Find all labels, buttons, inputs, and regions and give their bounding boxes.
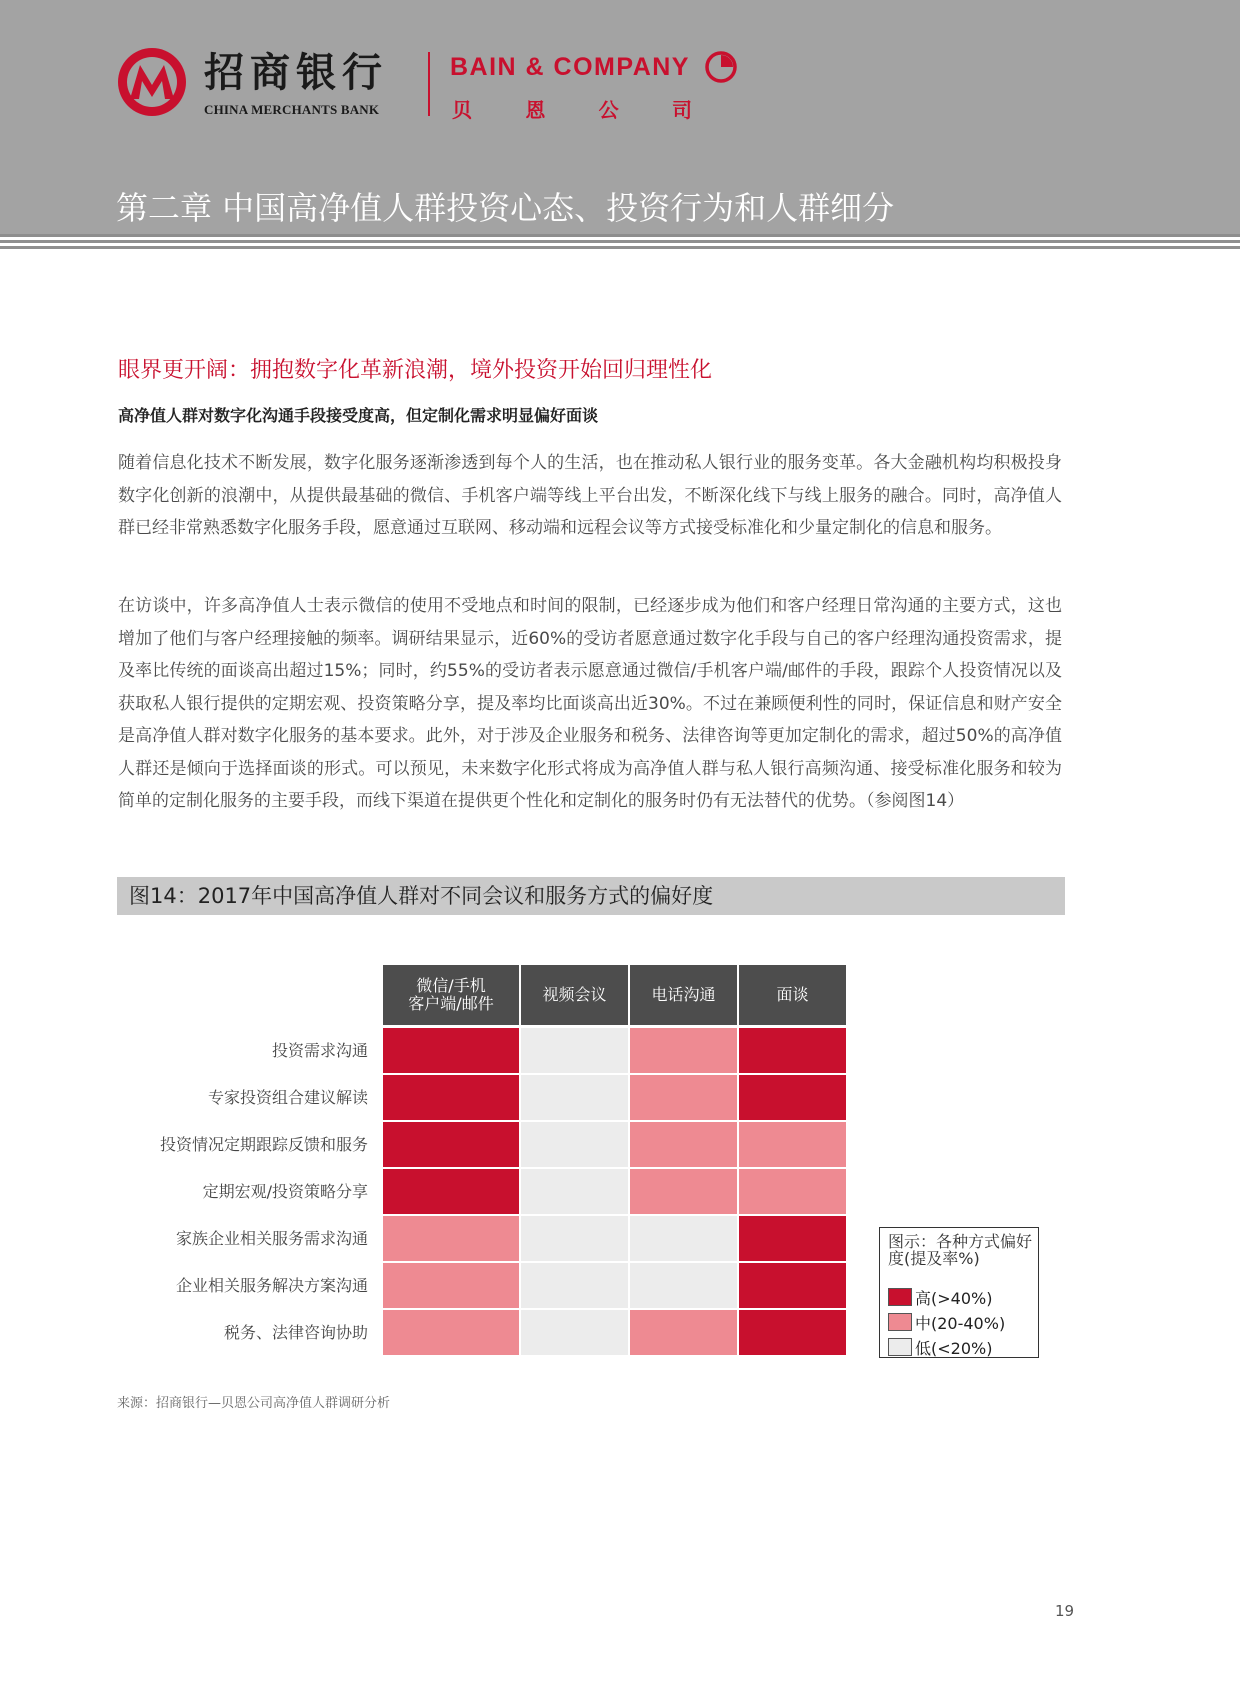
bain-cn-char: 恩 xyxy=(525,98,546,122)
heatmap-cell-mid xyxy=(383,1216,519,1261)
heatmap-cell-mid xyxy=(630,1028,737,1073)
heatmap-cell-low xyxy=(630,1263,737,1308)
heatmap-cell-mid xyxy=(739,1169,846,1214)
column-header: 微信/手机 客户端/邮件 xyxy=(383,965,519,1025)
row-label: 投资情况定期跟踪反馈和服务 xyxy=(159,1135,368,1154)
cmb-logo-icon xyxy=(117,47,187,117)
column-header: 视频会议 xyxy=(521,965,628,1025)
heatmap-cell-mid xyxy=(630,1075,737,1120)
heatmap-cell-mid xyxy=(630,1169,737,1214)
heatmap-cell-mid xyxy=(383,1263,519,1308)
heatmap-cell-low xyxy=(630,1216,737,1261)
bain-clock-icon xyxy=(704,50,738,84)
heatmap-cell-mid xyxy=(739,1122,846,1167)
legend-item-high xyxy=(888,1286,992,1308)
heatmap-cell-high xyxy=(383,1028,519,1073)
heatmap-cell-high xyxy=(383,1075,519,1120)
bain-cn-char: 公 xyxy=(598,98,619,122)
cmb-brand-name: 招商银行 xyxy=(204,49,388,96)
chart-legend xyxy=(879,1227,1039,1358)
legend-item-low xyxy=(888,1336,992,1358)
row-label: 定期宏观/投资策略分享 xyxy=(202,1182,368,1201)
heatmap-cell-mid xyxy=(630,1310,737,1355)
column-header: 面谈 xyxy=(739,965,846,1025)
heatmap-cell-low xyxy=(521,1075,628,1120)
bain-cn-char: 司 xyxy=(671,98,692,122)
cmb-brand-name-en: CHINA MERCHANTS BANK xyxy=(204,102,380,117)
logo-divider xyxy=(428,52,430,116)
heatmap-cell-low xyxy=(521,1310,628,1355)
heatmap-cell-low xyxy=(521,1028,628,1073)
bain-brand-name-cn xyxy=(452,94,692,123)
figure-title-bar xyxy=(117,877,1065,915)
heatmap-cell-high xyxy=(383,1122,519,1167)
heatmap-cell-high xyxy=(383,1169,519,1214)
heatmap-cell-low xyxy=(521,1122,628,1167)
legend-item-mid xyxy=(888,1311,1005,1333)
heatmap-cell-high xyxy=(739,1028,846,1073)
legend-label: 高(>40%) xyxy=(915,1288,993,1308)
row-label: 税务、法律咨询协助 xyxy=(223,1323,368,1342)
heatmap-cell-mid xyxy=(383,1310,519,1355)
heatmap-cell-high xyxy=(739,1216,846,1261)
row-label: 投资需求沟通 xyxy=(271,1041,368,1060)
figure-title: 图14：2017年中国高净值人群对不同会议和服务方式的偏好度 xyxy=(129,884,714,908)
legend-swatch-low xyxy=(888,1338,912,1356)
heatmap-cell-high xyxy=(739,1075,846,1120)
figure-source: 来源：招商银行—贝恩公司高净值人群调研分析 xyxy=(117,1396,391,1411)
legend-title: 图示：各种方式偏好度(提及率%) xyxy=(888,1232,1033,1268)
heatmap-cell-low xyxy=(521,1169,628,1214)
section-subtitle: 高净值人群对数字化沟通手段接受度高，但定制化需求明显偏好面谈 xyxy=(118,406,599,425)
bain-brand-name: BAIN & COMPANY xyxy=(450,53,690,81)
body-paragraph: 在访谈中，许多高净值人士表示微信的使用不受地点和时间的限制，已经逐步成为他们和客户经理日常沟通的主要方式，这也增加了他们与客户经理接触的频率。调研结果显示，近60%的受访者愿意通过数字化手段与自己的客户经理沟通投资需求，提及率比传统的面谈高出超过15%；同时，约55%的受访者表示愿意通过微信/手机客户端/邮件的手段，跟踪个人投资情况以及获取私人银行提供的定期宏观、投资策略分享，提及率均比面谈高出近30%。不过在兼顾便利性的同时，保证信息和财产安全是高净值人群对数字化服务的基本要求。此外，对于涉及企业服务和税务、法律咨询等更加定制化的需求，超过50%的高净值人群还是倾向于选择面谈的形式。可以预见，未来数字化形式将成为高净值人群与私人银行高频沟通、接受标准化服务和较为简单的定制化服务的主要手段，而线下渠道在提供更个性化和定制化的服务时仍有无法替代的优势。（参阅图14） xyxy=(118,596,1062,811)
header-stripes xyxy=(0,234,1240,252)
row-label: 专家投资组合建议解读 xyxy=(207,1088,368,1107)
heatmap-cell-high xyxy=(739,1263,846,1308)
legend-swatch-mid xyxy=(888,1313,912,1331)
chapter-title: 第二章 中国高净值人群投资心态、投资行为和人群细分 xyxy=(116,189,895,227)
heatmap-cell-mid xyxy=(630,1122,737,1167)
heatmap-cell-low xyxy=(521,1263,628,1308)
bain-cn-char: 贝 xyxy=(452,98,472,122)
page-number: 19 xyxy=(1055,1602,1075,1620)
legend-label: 中(20-40%) xyxy=(915,1313,1006,1333)
body-paragraph: 随着信息化技术不断发展，数字化服务逐渐渗透到每个人的生活，也在推动私人银行业的服务变革。各大金融机构均积极投身数字化创新的浪潮中，从提供最基础的微信、手机客户端等线上平台出发，不断深化线下与线上服务的融合。同时，高净值人群已经非常熟悉数字化服务手段，愿意通过互联网、移动端和远程会议等方式接受标准化和少量定制化的信息和服务。 xyxy=(118,453,1062,538)
heatmap-cell-high xyxy=(739,1310,846,1355)
column-header: 电话沟通 xyxy=(630,965,737,1025)
row-label: 家族企业相关服务需求沟通 xyxy=(175,1229,368,1248)
row-label: 企业相关服务解决方案沟通 xyxy=(175,1276,368,1295)
legend-swatch-high xyxy=(888,1288,912,1306)
section-title: 眼界更开阔：拥抱数字化革新浪潮，境外投资开始回归理性化 xyxy=(118,358,713,383)
heatmap-cell-low xyxy=(521,1216,628,1261)
legend-label: 低(<20%) xyxy=(915,1338,993,1358)
page-header xyxy=(0,0,1240,234)
